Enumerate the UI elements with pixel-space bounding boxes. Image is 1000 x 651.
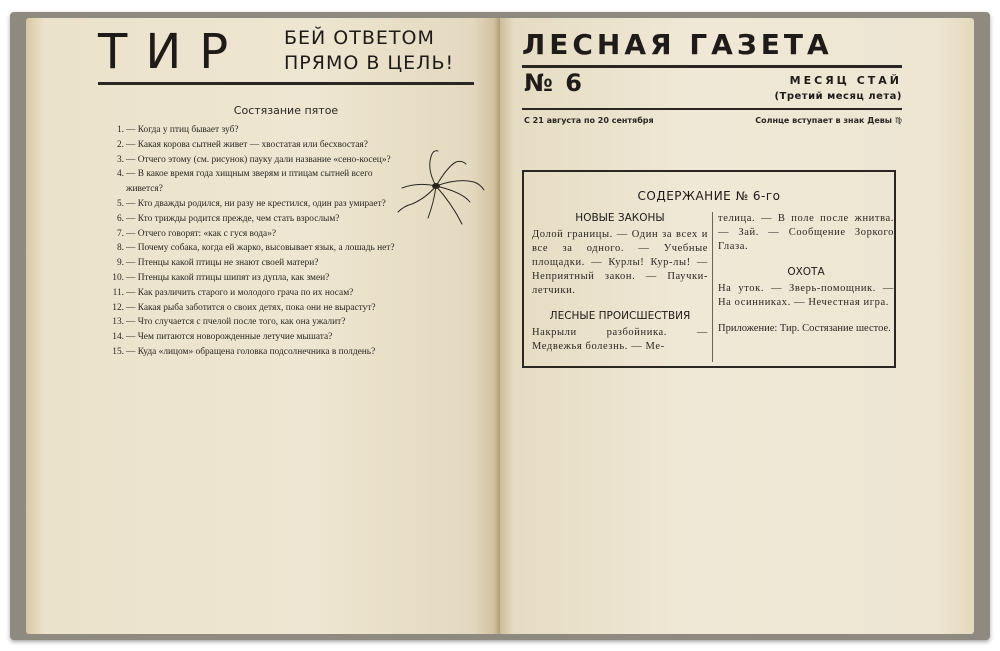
list-item — [88, 345, 408, 360]
tir-slogan — [284, 26, 454, 76]
list-item — [88, 241, 408, 256]
question-text: — Птенцы какой птицы шипят из дупла, как змеи? — [126, 272, 330, 283]
list-item — [88, 153, 408, 168]
question-number: 6. — [116, 213, 124, 224]
month-subtitle: (Третий месяц лета) — [774, 91, 902, 102]
title-rule — [98, 82, 474, 85]
question-text: — Кто дважды родился, ни разу не крестился, один раз умирает? — [126, 198, 386, 209]
masthead-rule — [522, 65, 902, 68]
question-number: 1. — [116, 125, 124, 135]
question-text: — Что случается с пчелой после того, как она ужалит? — [126, 317, 346, 328]
month-name: МЕСЯЦ СТАЙ — [789, 74, 902, 87]
question-text: — Отчего этому (см. рисунок) пауку дали название «сено-косец»? — [126, 154, 391, 165]
section-heading: ОХОТА — [787, 266, 825, 278]
list-item — [88, 138, 408, 153]
question-number: 3. — [116, 154, 124, 165]
question-number: 9. — [116, 258, 124, 269]
question-text: — Птенцы какой птицы не знают своей матери? — [126, 258, 319, 269]
spider-icon — [396, 148, 486, 228]
question-number: 13. — [112, 317, 124, 328]
question-text: — Какая рыба заботится о своих детях, пока они не вырастут? — [126, 302, 376, 313]
section-heading: НОВЫЕ ЗАКОНЫ — [575, 212, 665, 224]
section-heading: ЛЕСНЫЕ ПРОИСШЕСТВИЯ — [549, 310, 691, 322]
question-number: 4. — [116, 169, 124, 180]
question-number: 7. — [116, 228, 124, 239]
question-number: 12. — [112, 302, 124, 313]
zodiac-note: Солнце вступает в знак Девы ♍ — [755, 116, 902, 125]
question-text: — Отчего говорят: «как с гуся вода»? — [126, 228, 277, 239]
contents-column-2 — [718, 212, 894, 336]
list-item — [88, 286, 408, 301]
contents-box — [522, 170, 896, 368]
slogan-line-1: БЕЙ ОТВЕТОМ — [284, 27, 435, 49]
question-number: 10. — [112, 272, 124, 283]
newspaper-masthead: ЛЕСНАЯ ГАЗЕТА — [522, 28, 833, 61]
list-item — [88, 123, 408, 138]
section-body: телица. — В поле после жнитва. — Зай. — Сообщение Зоркого Глаза. — [718, 213, 894, 252]
list-item — [88, 227, 408, 242]
header-rule — [522, 108, 902, 110]
list-item — [88, 167, 408, 197]
contents-column-1 — [532, 212, 708, 366]
question-text: — В какое время года хищным зверям и птицам сытней всего живется? — [126, 169, 373, 195]
question-number: 15. — [112, 346, 124, 357]
slogan-line-2: ПРЯМО В ЦЕЛЬ! — [284, 52, 455, 74]
question-number: 5. — [116, 198, 124, 209]
section-body: На уток. — Зверь-помощник. — На осинниках. — Нечестная игра. — [718, 283, 894, 308]
question-text: — Как различить старого и молодого грача по их носам? — [126, 287, 354, 298]
question-number: 8. — [116, 243, 124, 254]
question-text: — Кто трижды родится прежде, чем стать взрослым? — [126, 213, 340, 224]
list-item — [88, 197, 408, 212]
right-page — [500, 18, 974, 634]
list-item — [88, 330, 408, 345]
question-number: 11. — [112, 287, 124, 298]
question-number: 14. — [112, 332, 124, 343]
question-text: — Чем питаются новорожденные летучие мышата? — [126, 332, 333, 343]
list-item — [88, 256, 408, 271]
question-text: — Какая корова сытней живет — хвостатая или бесхвостая? — [126, 139, 368, 150]
tir-title: ТИР — [98, 24, 247, 80]
contest-title: Состязание пятое — [233, 104, 339, 117]
contents-title: СОДЕРЖАНИЕ № 6-го — [637, 189, 781, 203]
list-item — [88, 271, 408, 286]
list-item — [88, 212, 408, 227]
date-range: С 21 августа по 20 сентября — [524, 116, 654, 125]
question-list — [88, 123, 408, 360]
section-body: Накрыли разбойника. — Медвежья болезнь. — Ме- — [532, 327, 708, 352]
left-page — [26, 18, 500, 634]
list-item — [88, 301, 408, 316]
column-divider — [712, 212, 713, 362]
question-text: — Почему собака, когда ей жарко, высовывает язык, а лошадь нет? — [126, 243, 395, 254]
section-body: Долой границы. — Один за всех и все за одного. — Учебные площадки. — Курлы! Кур-лы! — Неприятный закон. — Паучки-летчики. — [532, 229, 708, 296]
list-item — [88, 315, 408, 330]
question-text: — Куда «лицом» обращена головка подсолнечника в полдень? — [126, 346, 376, 357]
issue-number: № 6 — [524, 69, 584, 97]
question-text: — Когда у птиц бывает зуб? — [126, 125, 239, 135]
appendix-note: Приложение: Тир. Состязание шестое. — [718, 323, 891, 334]
question-number: 2. — [116, 139, 124, 150]
